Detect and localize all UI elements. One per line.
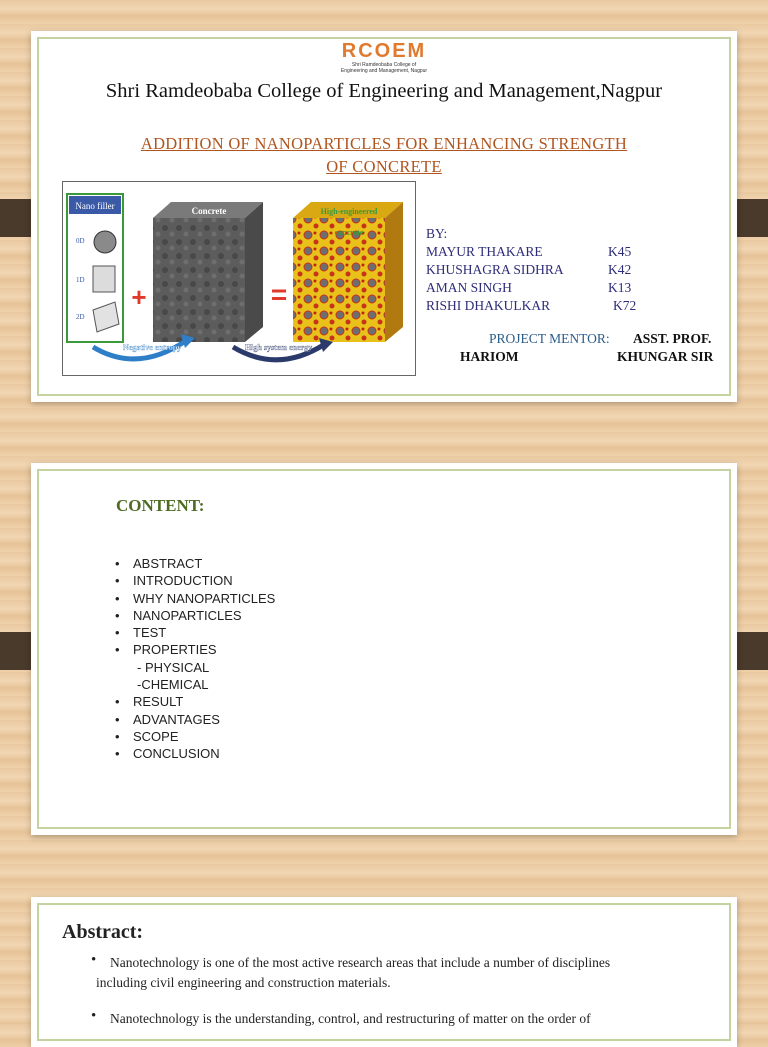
- presentation-title: [71, 132, 697, 178]
- member-row: [426, 279, 636, 297]
- member-name: KHUSHAGRA SIDHRA: [426, 262, 564, 277]
- member-id: K72: [613, 298, 637, 313]
- list-item: [115, 624, 275, 641]
- list-item: [115, 728, 275, 745]
- negative-entropy-label: Negative entropy: [123, 343, 182, 352]
- grey-cube-side: [245, 202, 263, 342]
- figure-svg: [63, 182, 415, 375]
- grey-cube-front: [153, 218, 245, 342]
- sub-list-item: [115, 676, 275, 693]
- bullet: •: [91, 1008, 97, 1024]
- list-item-text: NANOPARTICLES: [133, 607, 242, 623]
- bullet: •: [115, 625, 120, 641]
- list-item: [115, 711, 275, 728]
- high-system-energy-label: High system energy: [245, 343, 313, 352]
- logo-text: RCOEM: [341, 40, 427, 62]
- mentor-label: PROJECT MENTOR:: [489, 331, 610, 346]
- member-name: AMAN SINGH: [426, 280, 512, 295]
- list-item-text: WHY NANOPARTICLES: [133, 590, 276, 606]
- bullet: •: [115, 590, 120, 606]
- equals-sign: =: [270, 279, 288, 310]
- abstract-slide[interactable]: [31, 897, 737, 1047]
- list-item: [115, 745, 275, 762]
- member-id: K13: [608, 280, 632, 295]
- list-item-text: ABSTRACT: [133, 556, 203, 571]
- label-2d: 2D: [76, 313, 85, 321]
- yellow-cube-side: [385, 202, 403, 342]
- rcoem-logo: [31, 40, 737, 74]
- list-item-text: - PHYSICAL: [137, 659, 210, 675]
- list-item-text: SCOPE: [133, 728, 179, 744]
- content-list: [115, 555, 275, 763]
- concrete2-label: concrete: [334, 228, 364, 237]
- member-name: RISHI DHAKULKAR: [426, 298, 551, 313]
- member-id: K42: [608, 262, 632, 277]
- mentor-title: ASST. PROF.: [633, 331, 712, 346]
- sphere-0d: [94, 231, 116, 253]
- member-row: [426, 297, 636, 315]
- list-item-text: -CHEMICAL: [137, 677, 209, 693]
- logo-subtitle-1: Shri Ramdeobaba College of: [351, 62, 417, 68]
- list-item: [115, 572, 275, 589]
- member-id: K45: [608, 244, 632, 259]
- title-line-1: ADDITION OF NANOPARTICLES FOR ENHANCING STRENGTH: [140, 134, 628, 153]
- title-slide[interactable]: [31, 31, 737, 402]
- high-engineered-label: High-engineered: [320, 207, 378, 216]
- abstract-heading: Abstract:: [62, 921, 144, 943]
- nanoparticle-concrete-figure: [62, 181, 416, 376]
- list-item: [115, 641, 275, 658]
- list-item-text: TEST: [133, 625, 167, 641]
- mentor-last-name: KHUNGAR SIR: [617, 349, 714, 364]
- bullet: •: [115, 607, 120, 623]
- abstract-paragraph-1: [91, 952, 717, 993]
- bullet: •: [115, 694, 120, 710]
- concrete-label: Concrete: [191, 206, 227, 216]
- member-row: [426, 243, 636, 261]
- paragraph-line: Nanotechnology is one of the most active research areas that include a number of disciplines: [110, 955, 611, 970]
- mentor-first-name: HARIOM: [460, 349, 519, 364]
- sub-list-item: [115, 659, 275, 676]
- bullet: •: [115, 746, 120, 762]
- logo-subtitle-2: Engineering and Management, Nagpur: [340, 68, 428, 74]
- abstract-paragraph-2: [91, 1008, 717, 1029]
- list-item: [115, 555, 275, 572]
- list-item-text: RESULT: [133, 694, 184, 710]
- list-item-text: INTRODUCTION: [133, 573, 233, 589]
- list-item: [115, 607, 275, 624]
- tube-1d: [93, 266, 115, 292]
- list-item-text: ADVANTAGES: [133, 711, 220, 727]
- bullet: •: [115, 556, 120, 571]
- member-row: [426, 261, 636, 279]
- list-item-text: CONCLUSION: [133, 746, 220, 762]
- bullet: •: [115, 573, 120, 589]
- bullet: •: [115, 728, 120, 744]
- by-label: BY:: [426, 226, 448, 241]
- team-members-block: [426, 225, 636, 315]
- content-heading: CONTENT:: [116, 496, 205, 515]
- label-1d: 1D: [76, 276, 85, 284]
- bullet: •: [91, 952, 97, 968]
- list-item: [115, 693, 275, 710]
- plus-sign: +: [131, 282, 147, 312]
- label-0d: 0D: [76, 237, 85, 245]
- bullet: •: [115, 642, 120, 658]
- college-name: Shri Ramdeobaba College of Engineering and Management,Nagpur: [105, 80, 663, 102]
- title-line-2: OF CONCRETE: [326, 157, 442, 176]
- member-name: MAYUR THAKARE: [426, 244, 543, 259]
- content-slide[interactable]: [31, 463, 737, 835]
- bullet: •: [115, 711, 120, 727]
- nano-filler-label: Nano filler: [75, 201, 115, 211]
- paragraph-line: including civil engineering and construction materials.: [96, 975, 391, 990]
- list-item-text: PROPERTIES: [133, 642, 217, 658]
- list-item: [115, 590, 275, 607]
- paragraph-line: Nanotechnology is the understanding, control, and restructuring of matter on the order of: [110, 1011, 591, 1026]
